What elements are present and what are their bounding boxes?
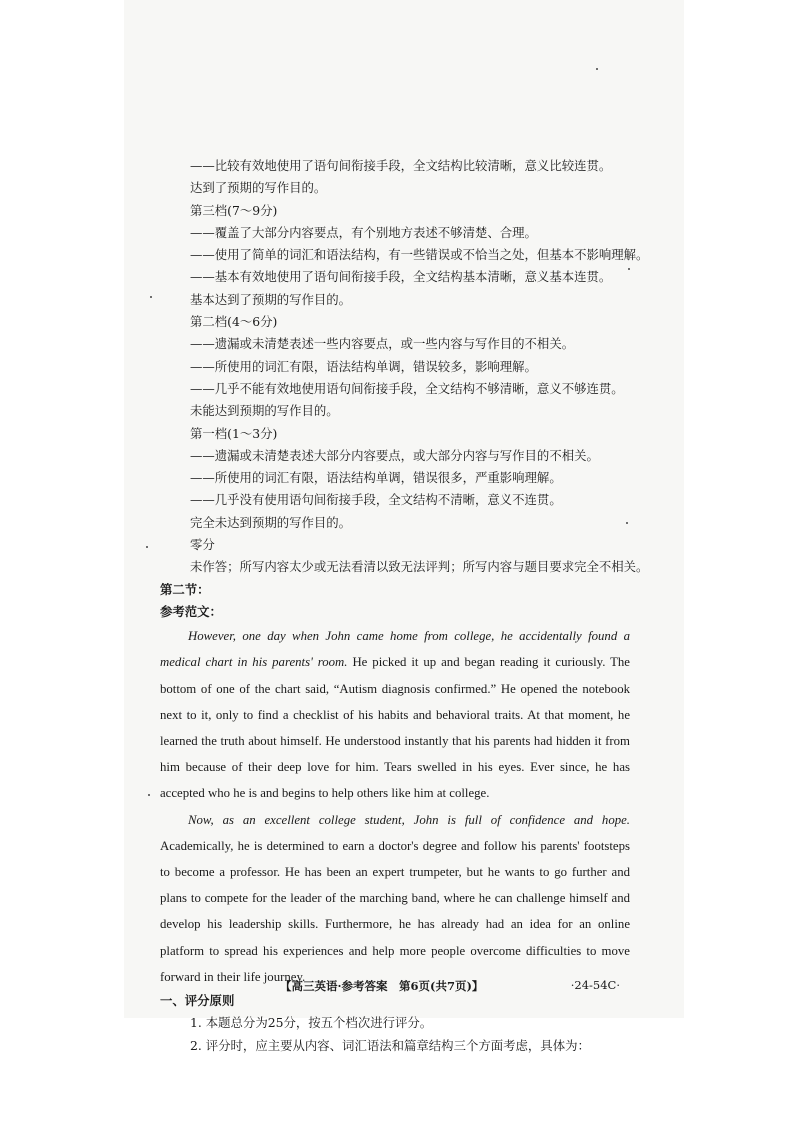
criteria-line: ——几乎没有使用语句间衔接手段，全文结构不清晰，意义不连贯。 [190,492,562,508]
answer-page [160,155,649,1057]
sample-essay-heading: 参考范文： [160,603,222,619]
criteria-line: 完全未达到预期的写作目的。 [190,514,352,530]
criteria-line: ——所使用的词汇有限，语法结构单调，错误较多，影响理解。 [190,358,537,374]
grade-1-title: 第一档(1～3分) [190,425,278,441]
footer-page-info: 【高三英语·参考答案 第6页(共7页)】 [280,979,484,993]
criteria-line: ——所使用的词汇有限，语法结构单调，错误很多，严重影响理解。 [190,470,562,486]
sample-essay [160,623,630,990]
scoring-item: 1. 本题总分为25分，按五个档次进行评分。 [190,1015,433,1031]
grade-2-title: 第二档(4～6分) [190,314,278,330]
footer-code: ·24-54C· [570,978,620,992]
essay-body-2: Academically, he is determined to earn a doctor's degree and follow his parents' footsteps to become a professor. He has been an expert trumpeter, but he wants to go further and plans to compete for the leader of the marching band, where he can challenge himself and develop his leadership skills. Furthermore, he has already had an idea for an online platform to spread his experiences and help more people overcome difficulties to move forward in their life journey. [160,838,630,984]
scan-speck [148,794,150,796]
criteria-line: ——比较有效地使用了语句间衔接手段，全文结构比较清晰，意义比较连贯。 [190,158,612,173]
criteria-line: ——覆盖了大部分内容要点，有个别地方表述不够清楚、合理。 [190,224,537,240]
criteria-line: ——基本有效地使用了语句间衔接手段，全文结构基本清晰，意义基本连贯。 [190,269,612,285]
essay-given-opening-2: Now, as an excellent college student, John is full of confidence and hope. [188,812,630,827]
grade-0-title: 零分 [190,537,215,553]
section-2-heading: 第二节： [160,581,210,597]
essay-given-opening-1: However, one day when John came home from college, he accidentally found a medical chart in his parents' room. [160,629,630,670]
essay-body-1: He picked it up and began reading it curiously. The bottom of one of the chart said, “Autism diagnosis confirmed.” He opened the notebook next to it, only to find a checklist of his habits and behavioral traits. At that moment, he learned the truth about himself. He understood instantly that his parents had hidden it from him because of their deep love for him. Tears swelled in his eyes. Ever since, he has accepted who he is and begins to help others like him at college. [160,655,630,801]
scan-speck [596,68,598,70]
criteria-line: ——几乎不能有效地使用语句间衔接手段，全文结构不够清晰，意义不够连贯。 [190,380,624,396]
criteria-line: 未作答；所写内容太少或无法看清以致无法评判；所写内容与题目要求完全不相关。 [190,559,649,575]
criteria-line: 达到了预期的写作目的。 [190,180,327,196]
grade-3-title: 第三档(7～9分) [190,202,278,218]
essay-paragraph-2 [160,807,630,990]
criteria-line: 基本达到了预期的写作目的。 [190,291,352,307]
criteria-line: 未能达到预期的写作目的。 [190,403,339,419]
scoring-item: 2. 评分时，应主要从内容、词汇语法和篇章结构三个方面考虑，具体为： [190,1037,590,1053]
criteria-line: ——使用了简单的词汇和语法结构，有一些错误或不恰当之处，但基本不影响理解。 [190,247,649,263]
page-footer [160,978,630,998]
criteria-line: ——遗漏或未清楚表述大部分内容要点，或大部分内容与写作目的不相关。 [190,447,599,463]
essay-paragraph-1 [160,623,630,806]
scoring-principles-heading: 一、评分原则 [160,993,235,1009]
scan-speck [150,296,152,298]
scan-speck [146,546,148,548]
criteria-line: ——遗漏或未清楚表述一些内容要点，或一些内容与写作目的不相关。 [190,336,575,352]
